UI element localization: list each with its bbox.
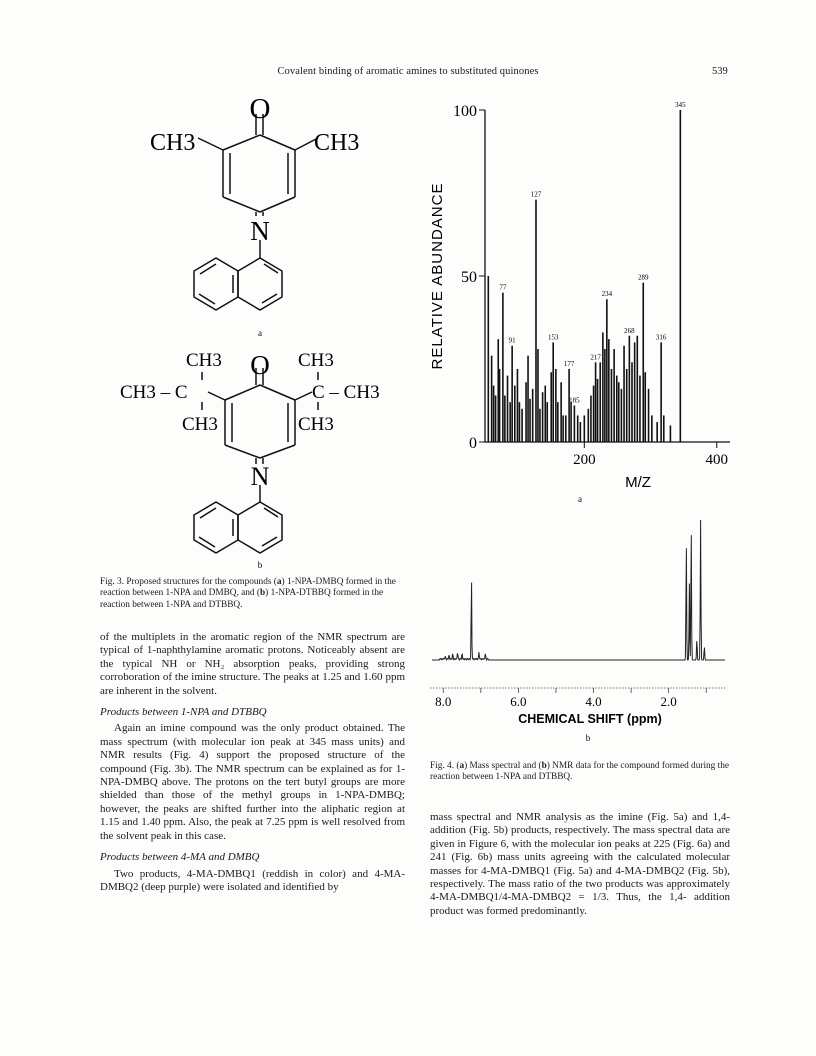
ms-ytick-label: 0 xyxy=(469,435,477,452)
structure-a xyxy=(130,90,410,340)
tbu-right-top: CH3 xyxy=(298,350,334,371)
ms-peak-label: 91 xyxy=(508,336,516,345)
left-paragraph-1: of the multiplets in the aromatic region of the NMR spectrum are typical of 1-naphthylamine aromatic protons. Noticeably absent are the typical NH or NH₂ absorption peaks, providing strong corroboration of the imine structure. The peaks at 1.25 and 1.60 ppm are inherent in the solvent. xyxy=(100,631,405,697)
fig3-caption: Fig. 3. Proposed structures for the compounds (a) 1-NPA-DMBQ formed in the reaction between 1-NPA and DMBQ, and (b) 1-NPA-DTBBQ formed in the reaction between 1-NPA and DTBBQ. xyxy=(100,577,396,610)
mass-spectrum-chart xyxy=(420,92,740,504)
section-heading-npa-dtbbq: Products between 1-NPA and DTBBQ xyxy=(100,706,267,719)
ms-panel-label: a xyxy=(578,494,582,504)
nmr-xlabel: CHEMICAL SHIFT (ppm) xyxy=(518,712,662,726)
left-column xyxy=(100,631,405,894)
left-paragraph-3: Two products, 4-MA-DMBQ1 (reddish in color) and 4-MA-DMBQ2 (deep purple) were isolated and identified by xyxy=(100,867,405,893)
tbu-left-bottom: CH3 xyxy=(182,414,218,435)
nitrogen-label-b: N xyxy=(250,462,270,491)
ms-xlabel: M/Z xyxy=(625,474,651,491)
tbu-left-top: CH3 xyxy=(186,350,222,371)
ms-peak-label: 268 xyxy=(624,326,635,335)
tbu-left-mid: CH3 – C xyxy=(120,382,188,403)
methyl-right-a: CH3 xyxy=(314,130,360,156)
nitrogen-label-a: N xyxy=(250,216,270,246)
ms-peak-label: 153 xyxy=(547,333,559,342)
ms-ytick-label: 50 xyxy=(461,269,477,286)
ms-xtick-label: 200 xyxy=(573,452,596,468)
structure-a-label: a xyxy=(258,328,262,338)
ms-xtick-label: 400 xyxy=(705,452,729,468)
tbu-right-mid: C – CH3 xyxy=(312,382,380,403)
ms-peak-label: 77 xyxy=(499,283,507,292)
nmr-xtick-label: 4.0 xyxy=(585,694,602,709)
page-number: 539 xyxy=(712,66,728,77)
left-paragraph-2: Again an imine compound was the only product obtained. The mass spectrum (with molecular ion peak at 345 mass units) and NMR results (Fig. 4) support the proposed structure of the compound (Fig. 3b). The NMR spectrum can be explained as for 1-NPA-DMBQ above. The protons on the tert butyl groups are more shielded than those of the methyl groups in 1-NPA-DMBQ; however, the peaks are shifted further into the aliphatic region at 1.15 and 1.40 ppm. Also, the peak at 7.25 ppm is well resolved from the solvent peak in this case. xyxy=(100,722,405,842)
nmr-xtick-label: 8.0 xyxy=(435,694,452,709)
section-heading-ma-dmbq: Products between 4-MA and DMBQ xyxy=(100,851,260,864)
nmr-panel-label: b xyxy=(585,733,591,743)
ms-peak-label: 345 xyxy=(675,101,686,109)
ms-ytick-label: 100 xyxy=(453,103,477,120)
ms-peak-label: 289 xyxy=(638,273,649,282)
ms-peak-label: 217 xyxy=(590,353,601,362)
oxygen-label-b: O xyxy=(250,350,270,380)
ms-peak-label: 185 xyxy=(569,396,580,405)
structure-b xyxy=(100,340,420,572)
running-header: Covalent binding of aromatic amines to substituted quinones xyxy=(277,66,539,77)
right-paragraph-1: mass spectral and NMR analysis as the imine (Fig. 5a) and 1,4- addition (Fig. 5b) products, respectively. The mass spectral data are given in Figure 6, with the molecular ion peaks at 225 (Fig. 6a) and 241 (Fig. 6b) mass units agreeing with the calculated molecular masses for 4-MA-DMBQ1 (Fig. 5a) and 4-MA-DMBQ2 (Fig. 5b), respectively. The mass ratio of the two products was approximately 4-MA-DMBQ1/4-MA-DMBQ2 = 1/3. Thus, the 1,4- addition product was formed predominantly. xyxy=(430,811,730,917)
nmr-trace xyxy=(432,520,725,660)
right-column xyxy=(430,811,730,918)
nmr-xtick-label: 2.0 xyxy=(660,694,677,709)
ms-peak-label: 177 xyxy=(563,359,575,368)
nmr-spectrum-chart xyxy=(420,510,740,750)
nmr-xtick-label: 6.0 xyxy=(510,694,527,709)
ms-ylabel: RELATIVE ABUNDANCE xyxy=(429,182,446,370)
tbu-right-bottom: CH3 xyxy=(298,414,334,435)
methyl-left-a: CH3 xyxy=(150,130,196,156)
fig4-caption: Fig. 4. (a) Mass spectral and (b) NMR data for the compound formed during the reaction between 1-NPA and DTBBQ. xyxy=(430,761,730,783)
structure-b-label: b xyxy=(257,560,263,570)
oxygen-label-a: O xyxy=(249,93,271,125)
ms-peak-label: 316 xyxy=(655,333,667,342)
ms-peak-label: 234 xyxy=(601,290,613,299)
ms-peak-label: 127 xyxy=(530,190,542,199)
